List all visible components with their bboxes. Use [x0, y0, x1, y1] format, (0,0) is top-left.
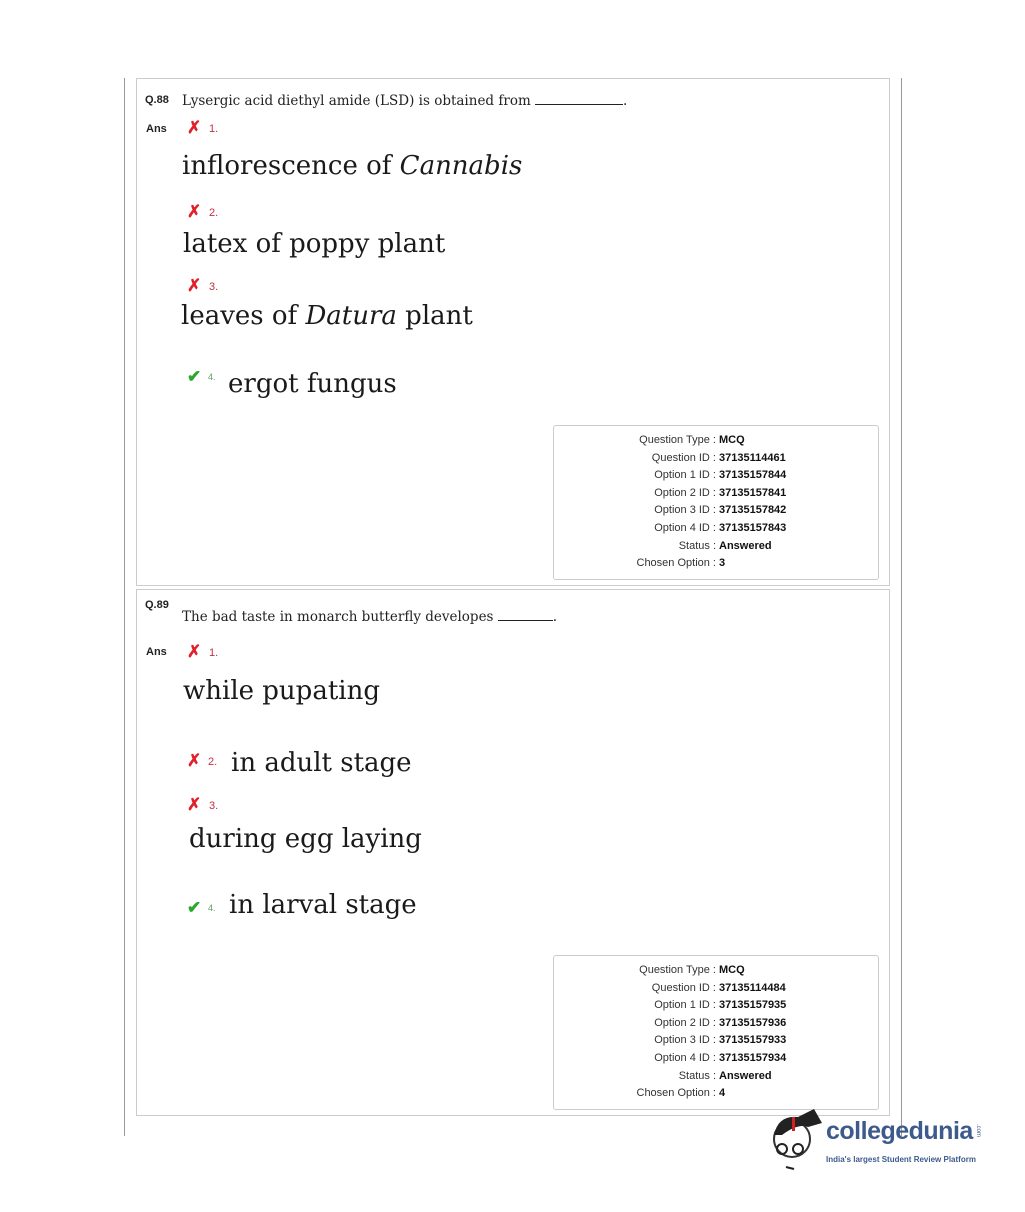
info-value: 37135157936	[719, 1016, 787, 1029]
info-label: Option 3 ID :	[654, 1034, 716, 1047]
info-label: Option 2 ID :	[654, 1016, 716, 1029]
question-block	[136, 589, 890, 1116]
ans-label: Ans	[146, 646, 167, 658]
option-number: 1.	[209, 123, 219, 135]
info-label: Option 4 ID :	[654, 1052, 716, 1064]
info-label: Option 2 ID :	[654, 486, 716, 499]
info-value: Answered	[719, 539, 772, 552]
question-info-panel	[553, 955, 879, 1110]
option-text-main: in adult stage	[231, 748, 412, 778]
info-value: 37135157843	[719, 522, 787, 534]
logo-heading	[826, 1117, 981, 1145]
page-border-right	[901, 78, 902, 1136]
option-text-2	[183, 229, 445, 259]
logo-text: collegedunia	[826, 1117, 973, 1145]
wrong-cross-icon: ✗	[187, 642, 202, 661]
collegedunia-logo	[768, 1105, 1018, 1175]
option-text-main: while pupating	[183, 676, 380, 706]
info-label: Option 1 ID :	[654, 469, 716, 482]
page-border-left	[124, 78, 125, 1136]
info-value: 37135114461	[719, 451, 786, 464]
info-row	[554, 1070, 878, 1087]
info-value: 37135157933	[719, 1034, 787, 1047]
info-row	[554, 1087, 878, 1104]
option-number: 1.	[209, 647, 219, 659]
info-row	[554, 1034, 878, 1051]
info-value: 37135114484	[719, 981, 786, 994]
info-row	[554, 469, 878, 486]
info-label: Status :	[678, 539, 716, 552]
question-text-body: Lysergic acid diethyl amide (LSD) is obtained from	[182, 93, 536, 109]
option-text-main: during egg laying	[189, 824, 422, 854]
question-text	[182, 609, 557, 625]
option-text-3	[189, 824, 422, 854]
mascot-icon	[768, 1105, 824, 1175]
info-row	[554, 452, 878, 469]
option-text-main: leaves of	[181, 301, 306, 331]
info-row	[554, 487, 878, 504]
info-value: 37135157935	[719, 999, 787, 1012]
option-text-4	[228, 369, 397, 399]
question-text-body: The bad taste in monarch butterfly developes	[182, 609, 498, 625]
option-text-italic: Datura	[305, 301, 397, 331]
info-value: 37135157934	[719, 1052, 787, 1064]
question-block	[136, 78, 890, 586]
question-number: Q.89	[145, 599, 169, 611]
info-row	[554, 557, 878, 574]
logo-tagline: India's largest Student Review Platform	[826, 1155, 976, 1164]
info-value: MCQ	[719, 964, 745, 976]
option-text-4	[229, 890, 417, 920]
info-label: Question Type :	[639, 964, 716, 976]
info-label: Option 1 ID :	[654, 999, 716, 1012]
option-text-2	[231, 748, 412, 778]
info-value: 37135157842	[719, 504, 787, 517]
option-number: 4.	[208, 903, 216, 913]
option-text-main: inflorescence of	[182, 151, 400, 181]
option-text-1	[182, 151, 522, 181]
info-value: Answered	[719, 1069, 772, 1082]
info-label: Question Type :	[639, 434, 716, 446]
info-value: 4	[719, 1087, 726, 1100]
info-row	[554, 999, 878, 1016]
info-row	[554, 522, 878, 539]
wrong-cross-icon: ✗	[187, 202, 202, 221]
option-text-3	[181, 301, 473, 331]
question-text	[182, 93, 627, 109]
blank-line	[535, 94, 623, 105]
logo-suffix: .com	[974, 1124, 981, 1138]
ans-label: Ans	[146, 123, 167, 135]
option-number: 2.	[209, 207, 219, 219]
question-text-end: .	[552, 609, 558, 625]
info-value: 37135157841	[719, 486, 787, 499]
option-number: 3.	[209, 281, 219, 293]
blank-line	[498, 610, 553, 621]
option-text-main: latex of poppy plant	[183, 229, 446, 259]
info-row	[554, 964, 878, 981]
info-label: Option 3 ID :	[654, 504, 716, 517]
info-label: Chosen Option :	[636, 557, 716, 570]
info-row	[554, 504, 878, 521]
wrong-cross-icon: ✗	[187, 795, 202, 814]
option-number: 4.	[208, 372, 216, 382]
option-number: 2.	[208, 756, 218, 768]
option-text-main: in larval stage	[229, 890, 417, 920]
option-number: 3.	[209, 800, 219, 812]
info-value: MCQ	[719, 434, 745, 446]
option-text-1	[183, 676, 380, 706]
info-label: Option 4 ID :	[654, 522, 716, 534]
correct-check-icon: ✔	[187, 898, 202, 917]
question-info-panel	[553, 425, 879, 580]
info-row	[554, 1052, 878, 1069]
option-text-italic: Cannabis	[399, 151, 523, 181]
info-label: Chosen Option :	[636, 1087, 716, 1100]
question-text-end: .	[623, 93, 628, 109]
info-row	[554, 540, 878, 557]
wrong-cross-icon: ✗	[187, 276, 202, 295]
info-row	[554, 434, 878, 451]
wrong-cross-icon: ✗	[187, 751, 202, 770]
info-row	[554, 1017, 878, 1034]
info-row	[554, 982, 878, 999]
info-label: Status :	[678, 1069, 716, 1082]
wrong-cross-icon: ✗	[187, 118, 202, 137]
info-label: Question ID :	[651, 451, 716, 464]
option-text-main: ergot fungus	[228, 369, 397, 399]
info-value: 37135157844	[719, 469, 787, 482]
info-value: 3	[719, 557, 726, 570]
info-label: Question ID :	[651, 981, 716, 994]
correct-check-icon: ✔	[187, 367, 202, 386]
question-number: Q.88	[145, 94, 169, 106]
option-text-after: plant	[396, 301, 473, 331]
